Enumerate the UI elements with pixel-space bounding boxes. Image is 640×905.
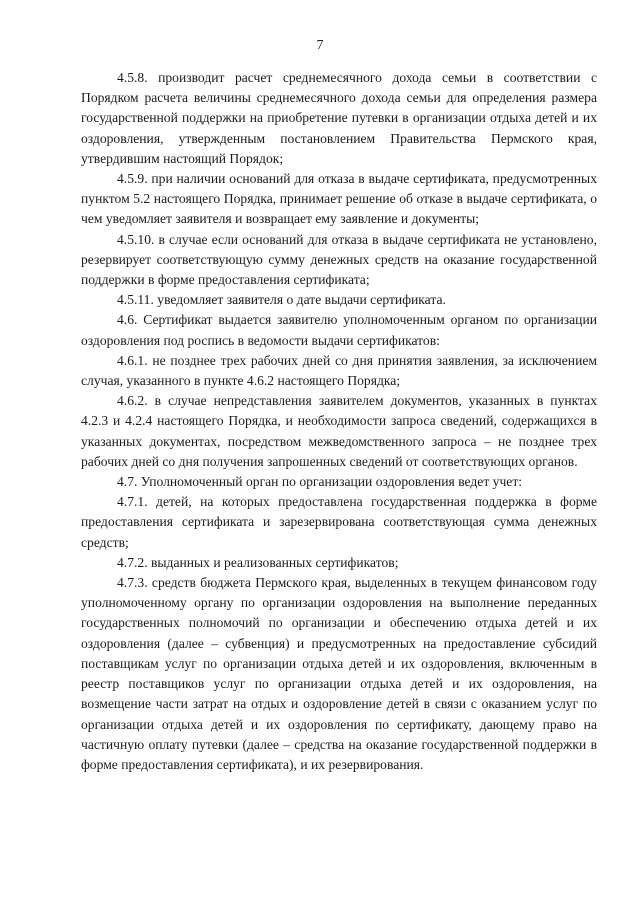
paragraph-4-5-9: 4.5.9. при наличии оснований для отказа в выдаче сертификата, предусмотренных пунктом 5.2 настоящего Порядка, принимает решение об отказе в выдаче сертификата, о чем уведомляет заявителя и возвращает ему заявление и документы; — [81, 171, 597, 227]
paragraph-4-6-1: 4.6.1. не позднее трех рабочих дней со дня принятия заявления, за исключением случая, указанного в пункте 4.6.2 настоящего Порядка; — [81, 352, 597, 389]
paragraph-4-7-1: 4.7.1. детей, на которых предоставлена государственная поддержка в форме предоставления сертификата и зарезервирована соответствующая сумма денежных средств; — [81, 494, 597, 550]
paragraph-4-5-8: 4.5.8. производит расчет среднемесячного дохода семьи в соответствии с Порядком расчета величины среднемесячного дохода семьи для определения размера государственной поддержки на приобретение путевки в организации отдыха детей и их оздоровления, утвержденным постановлением Правительства Пермского края, утвердившим настоящий Порядок; — [81, 70, 597, 166]
paragraph-4-7-3: 4.7.3. средств бюджета Пермского края, выделенных в текущем финансовом году уполномоченному органу по организации оздоровления на выполнение переданных государственных полномочий по организации и обеспечению отдыха детей и их оздоровления (далее – субвенция) и предусмотренных на предоставление субсидий поставщикам услуг по организации отдыха детей и их оздоровления, включенным в реестр поставщиков услуг по организации отдыха детей и их оздоровления, на возмещение части затрат на отдых и оздоровление детей в связи с оказанием услуг по организации отдыха детей и их оздоровления по сертификату, дающему право на частичную оплату путевки (далее – средства на оказание государственной поддержки в форме предоставления сертификата), и их резервирования. — [81, 575, 597, 772]
paragraph-4-6: 4.6. Сертификат выдается заявителю уполномоченным органом по организации оздоровления под роспись в ведомости выдачи сертификатов: — [81, 312, 597, 348]
paragraph-4-5-10: 4.5.10. в случае если оснований для отказа в выдаче сертификата не установлено, резервирует соответствующую сумму денежных средств на оказание государственной поддержки в форме предоставления сертификата; — [81, 231, 597, 288]
page-number: 7 — [316, 38, 324, 53]
document-body — [81, 68, 597, 775]
paragraph-4-7-2: 4.7.2. выданных и реализованных сертификатов; — [117, 554, 399, 570]
paragraph-4-6-2: 4.6.2. в случае непредставления заявителем документов, указанных в пунктах 4.2.3 и 4.2.4 настоящего Порядка, и необходимости запроса сведений, содержащихся в указанных документах, посредством межведомственного запроса – не позднее трех рабочих дней со дня получения запрошенных сведений от соответствующих органов. — [81, 393, 597, 469]
paragraph-4-5-11: 4.5.11. уведомляет заявителя о дате выдачи сертификата. — [117, 292, 446, 308]
paragraph-4-7: 4.7. Уполномоченный орган по организации оздоровления ведет учет: — [117, 474, 523, 490]
